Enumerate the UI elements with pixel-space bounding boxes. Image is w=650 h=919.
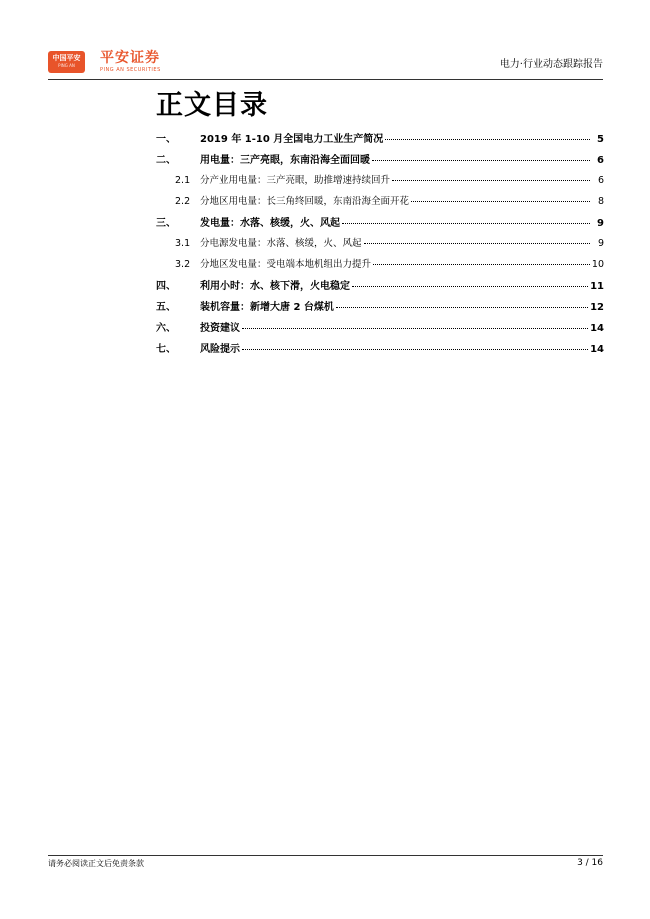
toc-entry-5[interactable] [156,298,604,319]
toc-label: 用电量：三产亮眼，东南沿海全面回暖 [200,155,370,166]
toc-page: 9 [597,238,604,249]
toc-label: 分电源发电量：水落、核缓，火、风起 [200,238,362,249]
toc-number: 3.2 [175,259,191,270]
page-number: 3 / 16 [577,858,603,868]
toc-page: 14 [590,323,604,334]
toc-number: 五、 [156,302,176,313]
logo-line1: 中国平安 [52,54,81,62]
toc-number: 二、 [156,155,176,166]
toc-page: 8 [597,196,604,207]
toc-leader [411,193,590,202]
brand-name-en: PING AN SECURITIES [100,67,161,73]
toc-number: 四、 [156,281,176,292]
toc-label: 利用小时：水、核下滑，火电稳定 [200,281,350,292]
page-title: 正文目录 [156,90,268,121]
toc-label: 分产业用电量：三产亮眼，助推增速持续回升 [200,175,391,186]
toc-leader [364,235,590,244]
toc-page: 9 [597,218,604,229]
toc-page: 14 [590,344,604,355]
toc-page: 11 [590,281,604,292]
toc-page: 5 [597,134,604,145]
toc-leader [342,215,590,224]
toc-entry-3-2[interactable] [156,256,604,277]
toc-page: 10 [591,259,604,270]
toc-leader [372,152,590,161]
toc-number: 六、 [156,323,176,334]
toc-page: 6 [597,155,604,166]
toc-leader [242,341,588,350]
toc-entry-2-1[interactable] [156,172,604,193]
page-header [48,50,603,80]
header-divider [48,79,603,80]
toc-label: 发电量：水落、核缓，火、风起 [200,218,340,229]
toc-entry-2-2[interactable] [156,193,604,214]
toc-entry-1[interactable] [156,130,604,151]
toc-leader [242,320,588,329]
footer-divider [48,855,603,856]
toc-leader [336,299,588,308]
toc-leader [385,131,590,140]
toc-entry-6[interactable] [156,319,604,340]
toc-number: 三、 [156,218,176,229]
ping-an-logo [48,51,85,73]
toc-leader [392,172,590,181]
brand-name-cn: 平安证券 [100,50,160,66]
toc-label: 2019 年 1-10 月全国电力工业生产简况 [200,134,384,145]
toc-label: 分地区用电量：长三角终回暖，东南沿海全面开花 [200,196,410,207]
toc-number: 一、 [156,134,176,145]
logo-line2: PING AN [58,63,75,68]
toc-leader [373,256,590,265]
toc-label: 投资建议 [200,323,240,334]
toc-number: 3.1 [175,238,191,249]
toc-entry-4[interactable] [156,277,604,298]
toc-leader [352,278,588,287]
toc-label: 分地区发电量：受电端本地机组出力提升 [200,259,372,270]
toc-page: 6 [597,175,604,186]
toc-label: 装机容量：新增大唐 2 台煤机 [200,302,334,313]
toc-entry-2[interactable] [156,151,604,172]
report-type: 电力·行业动态跟踪报告 [499,59,603,70]
toc-number: 2.2 [175,196,191,207]
toc-number: 七、 [156,344,176,355]
toc-entry-7[interactable] [156,340,604,361]
disclaimer-note: 请务必阅读正文后免责条款 [48,859,144,868]
toc-number: 2.1 [175,175,191,186]
toc-label: 风险提示 [200,344,240,355]
toc-entry-3[interactable] [156,214,604,235]
toc-entry-3-1[interactable] [156,235,604,256]
table-of-contents [156,130,604,361]
toc-page: 12 [590,302,604,313]
